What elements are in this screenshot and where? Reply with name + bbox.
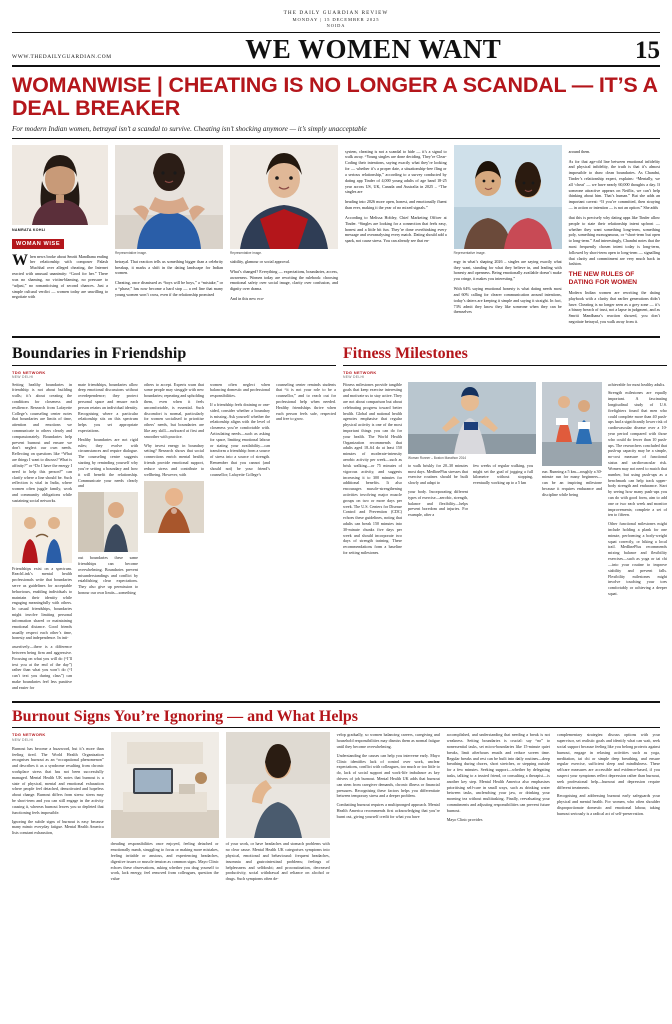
page-number: 15 xyxy=(635,37,660,64)
fitness-paragraph: run. Running a 5 km—roughly a 30-minute run for many beginners—can be an inspiring milestone because it requires endurance and discipline while being xyxy=(542,468,602,497)
author-photo xyxy=(12,145,108,225)
burnout-paragraph: Mayo Clinic provides xyxy=(446,816,483,822)
byline-city-friendship: NEW DELHI xyxy=(12,374,34,379)
story-title-fitness: Fitness Milestones xyxy=(343,344,468,362)
fitness-paragraph: Strength milestones are equally important. A fascinating longitudinal study of U.S. firefighters found that men who could complete more than 40 push-ups had a significantly lower risk of cardiovascular disease over a 10-year period compared with those who could do fewer than 10 push-ups. The researchers concluded that push-up capacity may be a simple, no-cost measure of functional status and cardiovascular risk. Women may not need to match that number, but using push-ups as a benchmark can help track upper-body strength and endurance. Start by seeing how many push-ups you can do with good form, aim to add one or two each week and monitor improvements; complete a set of ten to fifteen. xyxy=(608,390,667,518)
friendship-paragraph: Healthy boundaries are not rigid rules; they evolve with circumstances and require dialogue. The counseling centre suggests starting by reminding yourself why you’re setting a boundary and how it will benefit the relationship. Communicate your needs clearly and xyxy=(78,436,138,489)
friendship-photo-2 xyxy=(144,481,204,533)
photo-caption-3: Representative image. xyxy=(453,250,486,255)
fitness-paragraph: Other functional milestones might include holding a plank for one minute, performing a body-weight squat correctly, or hiking a local trail. MedlinePlus recommends mixing balance and flexibility exercises—such as yoga or tai chi—into your routine to improve stability and prevent falls. Flexibility milestones might involve touching your toes comfortably or achieving a deeper squat. xyxy=(608,521,667,596)
friendship-photo xyxy=(78,492,138,552)
friendship-paragraph: Setting healthy boundaries in friendship is not about building walls; it’s about creating the conditions for closeness and resilience. Research from Lafayette College’s counseling center notes that boundaries are limits of time, attention and emotions we communicate to others clearly and compassionately. Boundaries help prevent burnout and ensure we don’t neglect our own needs. Reflecting on questions like “What are things I want to discuss? What is affinity?” or “Do I have the energy I need to help this person?” can clarify where a line should be. Such reflection is vital in India, where women often juggle family, work and community obligations while sustaining social networks. xyxy=(12,381,72,503)
lead-paragraph: stability, glamour or social approval. xyxy=(230,258,290,264)
lead-paragraph: According to Melissa Hobley, Chief Marketing Officer at Tinder. “Singles are looking for a connection that feels easy, honest and a little bit fun. They’re done overthinking every message and overanalysing every match. Dating should add a spark, not cause stress. You can already see that en- xyxy=(345,214,447,244)
section-divider-bottom xyxy=(12,701,660,703)
friendship-paragraph: Friendships exist on a spectrum. ReachLink’s mental health professionals write that boundaries serve as guidelines for acceptable behaviours, enabling individuals to maintain their identity while engaging meaningfully with others. In casual friendships, boundaries might involve limiting personal information shared or maintaining emotional distance. Good friends usually respect each other’s time, honesty and independence. In inti- xyxy=(12,565,72,641)
lead-paragraph: betrayal. That reaction tells us something bigger than a celebrity breakup, it marks a shift in the dating landscape for Indian women. xyxy=(115,258,223,276)
fitness-paragraph: few weeks of regular walking, you might set the goal of jogging a full kilometre without stopping, eventually working up to a 5 km xyxy=(473,462,533,486)
fitness-photo-marathon xyxy=(542,382,602,466)
masthead-website[interactable]: WWW.THEDAILYGUARDIAN.COM xyxy=(12,54,112,60)
burnout-paragraph: of your work, or have headaches and stomach problems with no clear cause. Mental Health UK categorises symptoms into physical, emotional and behavioural: frequent headaches, insomnia and gastrointestinal problems; feelings of helplessness and selfdoubt; and procrastination, decreased productivity, social withdrawal and reliance on alcohol or drugs. Such symptoms often de- xyxy=(225,841,330,882)
lead-subheading: THE NEW RULES OF DATING FOR WOMEN xyxy=(568,271,638,286)
lead-photo-3 xyxy=(454,145,562,249)
lead-headline: WOMANWISE | CHEATING IS NO LONGER A SCANDAL — IT’S A DEAL BREAKER xyxy=(12,73,657,120)
fitness-photo-caption: Woman Runner – Boston Marathon 2014 xyxy=(408,455,467,460)
fitness-paragraph: to walk briskly for 20–30 minutes most days. MedlinePlus stresses that exercise routines should be built slowly and adapt to xyxy=(408,462,468,486)
story-title-friendship: Boundaries in Friendship xyxy=(12,344,187,362)
friendship-paragraph: others to accept. Experts warn that some people may struggle with new boundaries; repeating and upholding them, even when it feels uncomfortable, is essential. Such discomfort is normal, particularly for women socialised to prioritise others’ needs, but boundaries are like any skill—awkward at first and smoother with practice. xyxy=(144,381,204,439)
burnout-paragraph: Combatting burnout requires a multipronged approach. Mental Health America recommends first acknowledging that you’re burnt out, giving yourself credit for what you have xyxy=(336,802,440,819)
lead-paragraph: that this is precisely why dating apps like Tinder allow people to state their relationship intent upfront — whether they want something long-term, something poly, something monogamous, or “short-term but open to long-term.” And interestingly, Chandni notes that the most frequently chosen intent today is long-term, followed by short-term open to long-term — signalling that clarity and commitment are very much back in fashion. xyxy=(568,214,660,267)
lead-paragraph: And in this new eco- xyxy=(230,296,265,302)
friendship-paragraph: assertively—there is a difference between being firm and aggressive. Focusing on what you will do (“I’ll text you at the end of the day”) rather than what you won’t do (“I can’t text you during class”) can make boundaries feel less punitive and easier for xyxy=(12,644,72,690)
section-divider xyxy=(12,336,660,338)
fitness-paragraph: your body. Incorporating different types of exercise—aerobic, strength, balance and flexibility—helps prevent boredom and injuries. For example, after a xyxy=(408,488,468,518)
byline-tag-friendship: TDG NETWORK xyxy=(12,369,46,375)
byline-tag-fitness: TDG NETWORK xyxy=(343,369,377,375)
lead-photo-1 xyxy=(115,145,223,249)
byline-tag-burnout: TDG NETWORK xyxy=(12,732,46,738)
burnout-paragraph: dreading responsibilities once enjoyed, feeling detached or emotionally numb, struggling to focus or making more mistakes, feeling irritable or anxious, and experiencing headaches, digestive issues or muscle tension as common signs. Mayo Clinic echoes these observations, asking whether you drag yourself to work, lack energy, feel removed from colleagues, question the value xyxy=(110,841,219,882)
lead-paragraph: heading into 2026 more open, honest, and emotionally fluent than ever, making it the year of no mixed signals.” xyxy=(345,199,447,211)
burnout-paragraph: Recognising and addressing burnout early safeguards your physical and mental health. For women, who often shoulder disproportionate domestic and emotional labour, taking burnout seriously is a radical act of self-preservation. xyxy=(556,793,660,816)
story-burnout xyxy=(12,708,660,885)
lead-paragraph: system, cheating is not a scandal to hide — it’s a signal to walk away. “Young singles are done deciding. They’re Clear-Coding their intentions, saying exactly what they’re looking for — whether it’s a proper date, a situationship-free fling or a serious relationship,” according to a survey conducted by dating app Tinder of 4,000 young adults of age band 18-25 year across US, UK, Canada and Australia in 2025 – “The singles are xyxy=(345,148,447,195)
friendship-paragraph: counseling center reminds students that “it is not your role to be a counsellor,” and to reach out for professional help when needed. Healthy friendships thrive when each person feels safe, respected and free to grow. xyxy=(276,381,336,422)
burnout-paragraph: Understanding the causes can help you intervene early. Mayo Clinic identifies lack of control over work, unclear expectations, conflict with colleagues, too much or too little to do, lack of social support and work-life imbalance as key drivers of job burnout. Mental Health UK adds that burnout can stem from caregiver demands, chronic illness or financial pressures. Recognising these factors helps you differentiate between temporary stress and a deeper problem. xyxy=(336,752,440,799)
fitness-photo-runner xyxy=(408,382,536,454)
lead-paragraph: Modern Indian women are rewriting the dating playbook with a clarity that earlier generations didn’t have. Cheating is no longer seen as a grey zone — it’s a binary breach of trust, not a lapse in judgment, and as Smriti Mandhana’s reaction showed, you don’t negotiate betrayal, you walk away from it. xyxy=(568,289,660,325)
photo-caption-2: Representative image. xyxy=(230,250,262,255)
story-title-burnout: Burnout Signs You’re Ignoring — and What Helps xyxy=(12,707,359,725)
lead-paragraph: What’s changed? Everything — expectations, boundaries, access, awareness. Women today are rewriting the rulebook: choosing emotional safety over social image, clarity over confusion, and dignity over drama. xyxy=(230,268,338,292)
friendship-paragraph: mate friendships, boundaries allow deep emotional discussions without overdependence; they protect personal space and ensure each person retains an individual identity. Recognising where a particular relationship sits on this spectrum helps you set appropriate expectations. xyxy=(78,381,138,434)
lead-photo-2 xyxy=(230,145,338,249)
column-badge: WOMAN WISE xyxy=(12,239,64,249)
lead-headline-block xyxy=(12,74,660,133)
author-name: NAMRATA KOHLI xyxy=(12,227,46,232)
masthead-date: MONDAY | 15 DECEMBER 2025 xyxy=(292,17,380,22)
byline-city-fitness: NEW DELHI xyxy=(343,374,365,379)
burnout-paragraph: accomplished, and understanding that needing a break is not weakness. Setting boundaries is crucial: say “no” to nonessential tasks, set micro-boundaries like 15-minute quiet breaks, limit afterhours emails and reduce screen time. Regular breaks and rest can be built into daily routines—deep breathing during chores, short stretches, or stepping outside for a few minutes. Seeking support—whether by delegating tasks, talking to a trusted friend, or consulting a therapist—is another key step. Mental Health America also emphasises prioritising self-care in small ways, such as drinking water between tasks, unclenching your jaw, or drinking your morning tea without multitasking. Finally, reevaluating your commitments and adjusting responsibilities can prevent future burnout. xyxy=(446,732,550,813)
lead-paragraph: As for that age-old line between emotional infidelity and physical infidelity, the truth is that it’s almost impossible to draw clean boundaries. As Chandni, Tinder’s relationship expert, explains: “Mentally, we all ‘cheat’ — we have nearly 60,000 thoughts a day. If someone attractive appears on Netflix, we can’t help thinking about him. That’s human.” But she adds an important caveat: “If you’re committed, then straying — in action or intention — is not an option.” She adds xyxy=(568,158,660,211)
fitness-paragraph: achievable for most healthy adults. xyxy=(608,381,666,387)
lead-paragraph: ergy in what’s shaping 2026 – singles are saying exactly what they want, standing for what they believe in, and leading with honesty and openness. Being emotionally available doesn’t make you cringe, it makes you interesting.” xyxy=(453,258,562,282)
story-boundaries-in-friendship xyxy=(12,342,336,694)
masthead-city: NOIDA xyxy=(326,23,346,28)
burnout-paragraph: Burnout has become a buzzword, but it’s more than feeling tired. The World Health Organization recognises burnout as an “occupational phenomenon” and describes it as a syndrome resulting from chronic workplace stress that has not been successfully managed. Mental Health UK notes that burnout is a state of physical, mental and emotional exhaustion where people feel detached, demotivated and hopeless about change. Burnout differs from stress: stress may be short-term and you can still engage in the activity causing it, whereas burnout leaves you so depleted that functioning feels impossible. xyxy=(12,745,104,815)
lead-deck: For modern Indian women, betrayal isn’t a scandal to survive. Cheating isn’t shocking anymore — it’s simply unacceptable xyxy=(12,124,367,133)
masthead xyxy=(12,10,660,28)
burnout-paragraph: velop gradually, so women balancing careers, caregiving and household responsibilities may dismiss them as normal fatigue until they become overwhelming. xyxy=(336,732,440,749)
lead-paragraph: With 64% saying emotional honesty is what dating needs most and 60% calling for clearer communication around intentions, today’s daters are keeping it simple and saying it straight. In fact, 73% admit they know they like someone when they can be themselves xyxy=(453,286,562,315)
fitness-paragraph: Fitness milestones provide tangible goals that keep exercise interesting and motivate us to stay active. They are not about comparison but about celebrating progress toward better health. Global and national health agencies emphasise that regular physical activity is one of the most important things you can do for your health. The World Health Organization recommends that adults aged 18–64 do at least 150 minutes of moderate-intensity aerobic activity per week—such as brisk walking—or 75 minutes of vigorous activity, and suggests increasing it to 300 minutes for additional benefits. It also encourages muscle-strengthening activities involving major muscle groups on two or more days per week. The U.S. Centers for Disease Control and Prevention (CDC) echoes these guidelines, noting that adults can break 150 minutes into 30-minute chunks five days per week and should incorporate two days of strength training. These recommendations form a baseline for setting milestones. xyxy=(343,381,402,556)
friendship-illustration xyxy=(12,507,72,563)
lead-paragraph: Cheating, once dismissed as “boys will be boys,” a “mistake,” or a “phase,” has now become a hard stop — a red line that many young women won’t cross, even if the relationship promised xyxy=(115,280,223,297)
story-fitness-milestones xyxy=(343,342,667,694)
masthead-kicker: THE DAILY GUARDIAN REVIEW xyxy=(283,10,389,16)
friendship-paragraph: Why invest energy in boundary setting? Research shows that social connections enrich mental health; friends provide emotional support, reduce stress and contribute to wellbeing. However, with xyxy=(144,442,204,477)
friendship-paragraph: If a friendship feels draining or one-sided, consider whether a boundary is missing. Ask yourself whether the relationship aligns with the level of closeness you’re comfortable with. Articulating needs—such as asking for space, limiting emotional labour or stating your availability—can transform a friendship from a source of stress into a source of strength. Remember that you cannot (and should not) be your friend’s counsellor; Lafayette College’s xyxy=(210,401,270,477)
lead-story xyxy=(12,145,660,329)
burnout-photo-desk xyxy=(111,732,219,838)
lead-divider xyxy=(12,138,660,139)
byline-city-burnout: NEW DELHI xyxy=(12,737,34,742)
page-title: WE WOMEN WANT xyxy=(245,34,502,64)
burnout-paragraph: Ignoring the subtle signs of burnout is easy because many mimic everyday fatigue. Mental Health America lists constant exhaustion, xyxy=(12,818,104,836)
photo-caption-1: Representative image. xyxy=(115,250,147,255)
lead-paragraph: around them. xyxy=(568,148,591,154)
lead-paragraph: When news broke about Smriti Mandhana ending her relationship with composer Palash Muchhal over alleged cheating, the Internet reacted with unusual unanimity: “Good for her.” There was no shaming, no victim-blaming, no pressure to “adjust,” no romanticising of second chances. Just a simple cultural verdict — women today are unwilling to negotiate with xyxy=(12,251,108,300)
friendship-paragraph: women often neglect when balancing domestic and professional responsibilities. xyxy=(210,381,270,399)
friendship-paragraph: out boundaries these same friendships can become overwhelming. Boundaries prevent misunderstandings and conflict by establishing clear expectations. They also give up permission to honour our own limits—something xyxy=(78,555,138,596)
burnout-photo-person xyxy=(226,732,330,838)
burnout-paragraph: complementary strategies: discuss options with your supervisor, set realistic goals and identify what can wait, seek social support because feeling like you belong protects against burnout, engage in relaxing activities such as yoga, meditation, tai chi or simple deep breathing, and ensure regular exercise, sufficient sleep and mindfulness. These selfcare measures are accessible and evidence-based, if you suspect your symptoms reflect depression rather than burnout, seek professional help—burnout and depression require different treatments. xyxy=(556,732,660,790)
